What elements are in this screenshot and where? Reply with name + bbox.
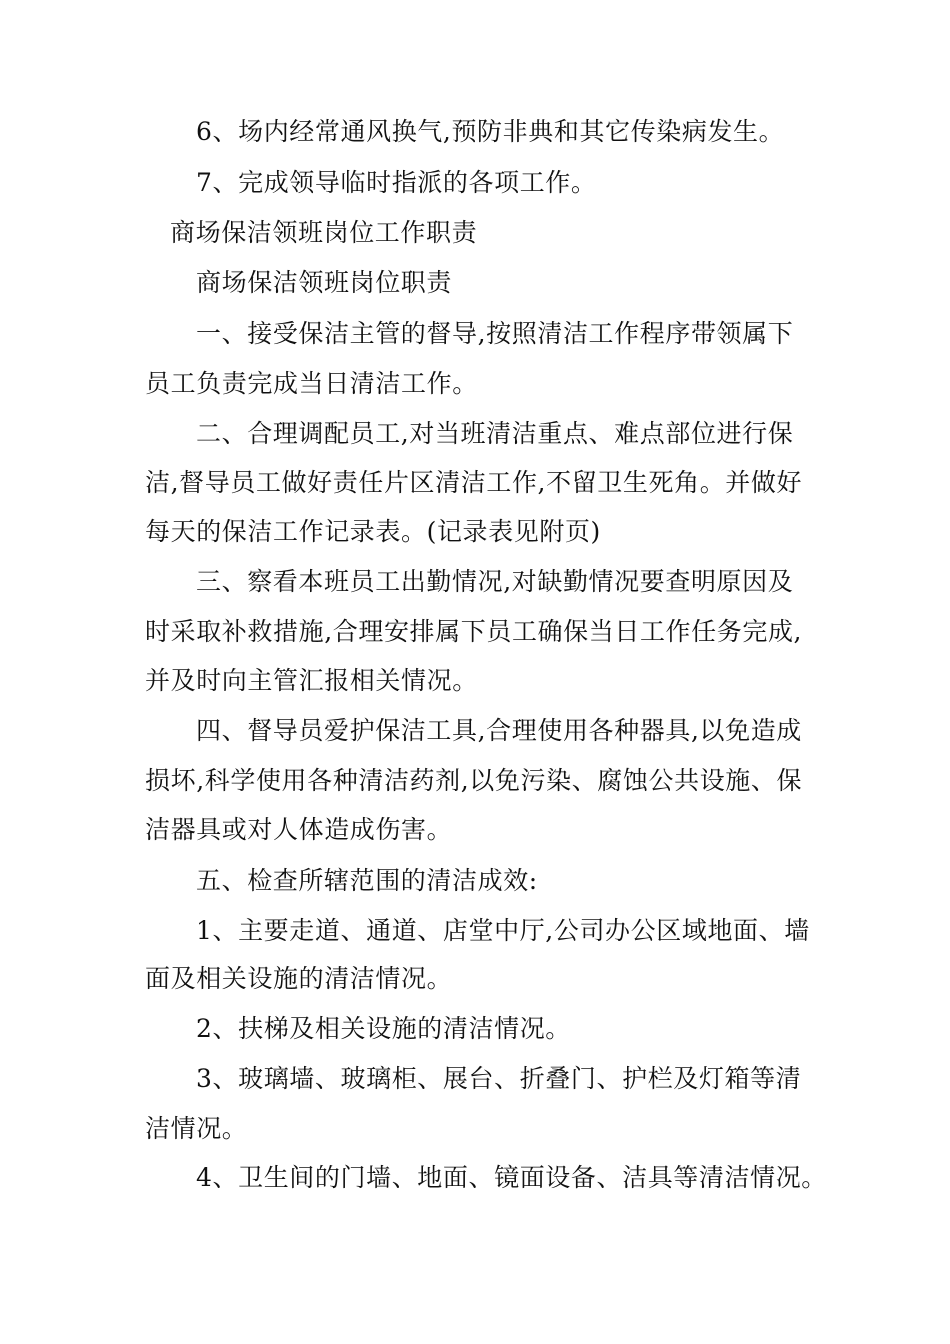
text-line: 三、察看本班员工出勤情况,对缺勤情况要查明原因及 xyxy=(196,567,794,596)
section-subheading: 商场保洁领班岗位职责 xyxy=(196,268,453,297)
text-line: 并及时向主管汇报相关情况。 xyxy=(145,666,478,695)
text-line: 二、合理调配员工,对当班清洁重点、难点部位进行保 xyxy=(196,419,794,448)
text-line: 时采取补救措施,合理安排属下员工确保当日工作任务完成, xyxy=(145,617,803,646)
text-line: 2、扶梯及相关设施的清洁情况。 xyxy=(196,1014,571,1043)
text-line: 1、主要走道、通道、店堂中厅,公司办公区域地面、墙 xyxy=(196,916,810,945)
text-line: 洁情况。 xyxy=(145,1114,248,1143)
text-line: 一、接受保洁主管的督导,按照清洁工作程序带领属下 xyxy=(196,319,794,348)
text-line: 面及相关设施的清洁情况。 xyxy=(145,964,453,993)
text-line: 7、完成领导临时指派的各项工作。 xyxy=(196,168,597,197)
text-line: 五、检查所辖范围的清洁成效: xyxy=(196,866,538,895)
text-line: 4、卫生间的门墙、地面、镜面设备、洁具等清洁情况。 xyxy=(196,1163,827,1192)
section-heading: 商场保洁领班岗位工作职责 xyxy=(170,218,478,247)
text-line: 洁,督导员工做好责任片区清洁工作,不留卫生死角。并做好 xyxy=(145,468,803,497)
text-line: 四、督导员爱护保洁工具,合理使用各种器具,以免造成 xyxy=(196,716,802,745)
text-line: 员工负责完成当日清洁工作。 xyxy=(145,369,478,398)
text-line: 3、玻璃墙、玻璃柜、展台、折叠门、护栏及灯箱等清 xyxy=(196,1064,802,1093)
text-line: 损坏,科学使用各种清洁药剂,以免污染、腐蚀公共设施、保 xyxy=(145,766,803,795)
text-line: 每天的保洁工作记录表。(记录表见附页) xyxy=(145,517,601,546)
text-line: 洁器具或对人体造成伤害。 xyxy=(145,815,453,844)
text-line: 6、场内经常通风换气,预防非典和其它传染病发生。 xyxy=(196,117,785,146)
